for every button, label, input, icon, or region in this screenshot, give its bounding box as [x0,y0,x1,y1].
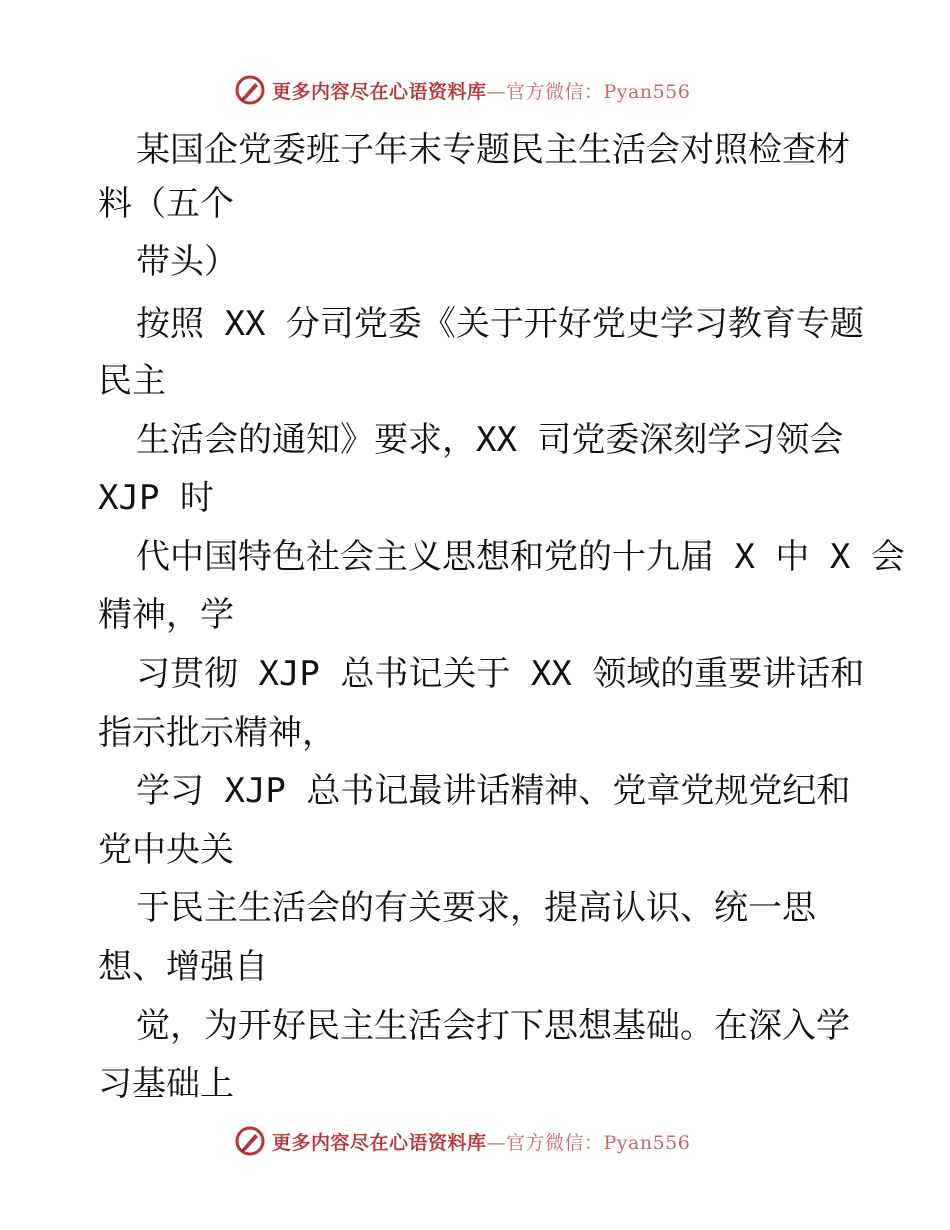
body-line: 按照 XX 分司党委《关于开好党史学习教育专题 [136,304,864,344]
banner-main-text: 更多内容尽在心语资料库 [272,1131,487,1154]
body-line: 精神，学 [98,595,234,635]
body-line: 带头） [136,242,238,282]
body-line: 生活会的通知》要求，XX 司党委深刻学习领会 [136,420,844,460]
body-line: 党中央关 [98,830,234,870]
pen-logo-icon [234,1125,266,1157]
body-line: 某国企党委班子年末专题民主生活会对照检查材 [136,130,850,170]
banner-sub-text: —官方微信：Pyan556 [486,1131,691,1154]
header-banner [234,73,714,107]
pen-logo-icon [234,74,266,106]
body-line: XJP 时 [98,478,214,518]
body-line: 习基础上 [98,1064,234,1104]
body-line: 料（五个 [98,184,234,224]
body-line: 想、增强自 [98,947,268,987]
body-line: 觉，为开好民主生活会打下思想基础。在深入学 [136,1006,850,1046]
body-line: 于民主生活会的有关要求，提高认识、统一思 [136,888,816,928]
footer-banner [234,1124,714,1158]
body-line: 习贯彻 XJP 总书记关于 XX 领域的重要讲话和 [136,654,865,694]
body-line: 民主 [98,361,166,401]
banner-main-text: 更多内容尽在心语资料库 [272,80,487,103]
body-line: 学习 XJP 总书记最讲话精神、党章党规党纪和 [136,771,851,811]
banner-sub-text: —官方微信：Pyan556 [486,80,691,103]
body-line: 指示批示精神， [98,713,336,753]
body-line: 代中国特色社会主义思想和党的十九届 X 中 X 会 [136,537,905,577]
